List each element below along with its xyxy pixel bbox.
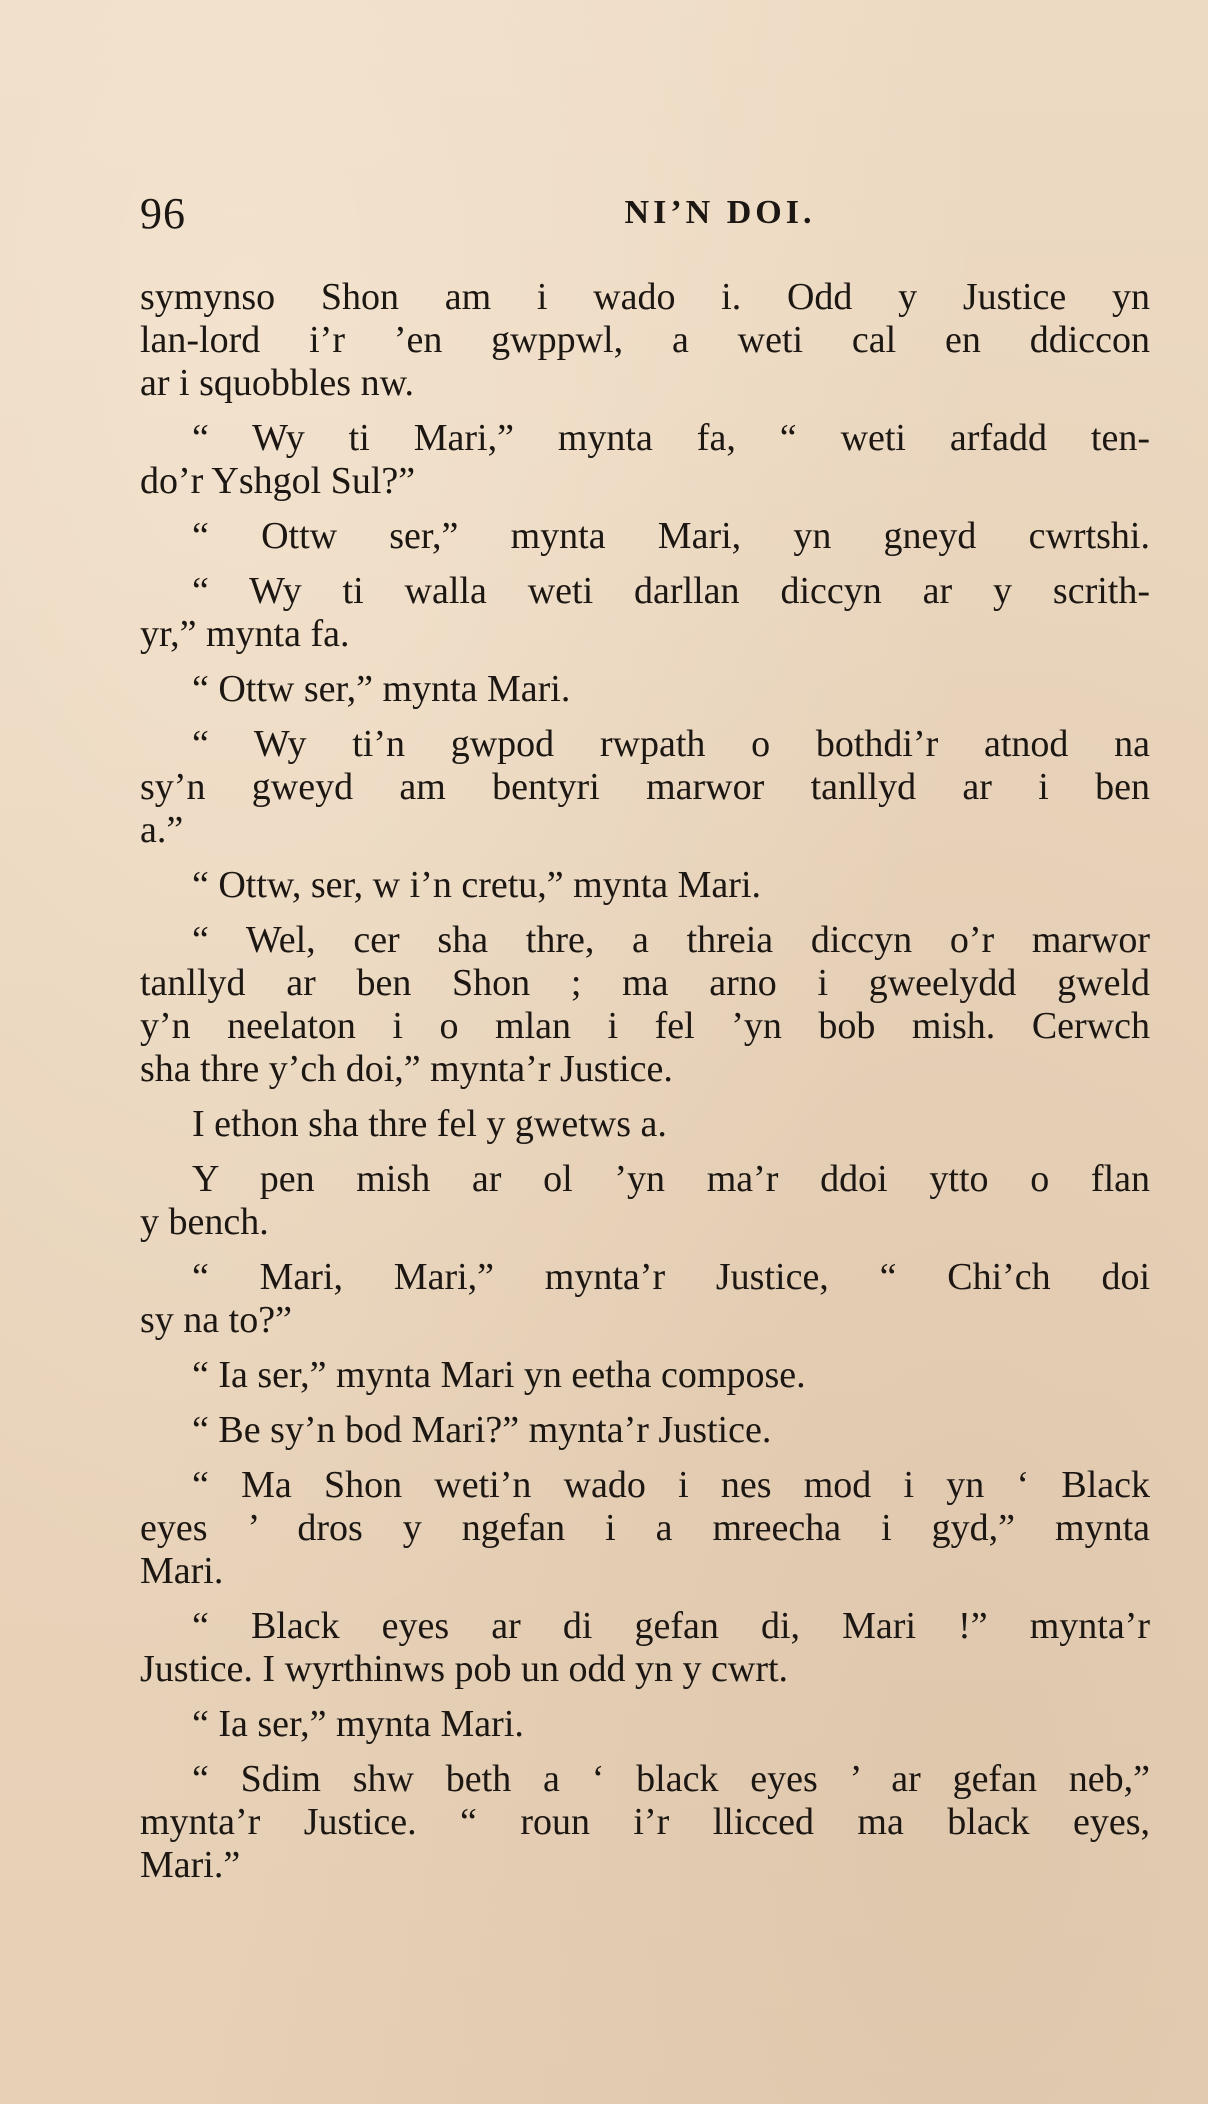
text-line: “ Ottw, ser, w i’n cretu,” mynta Mari. bbox=[192, 864, 761, 906]
text-line: sy na to?” bbox=[140, 1299, 292, 1341]
text-line: eyes ’ dros y ngefan i a mreecha i gyd,” mynta bbox=[140, 1507, 1150, 1549]
text-line: ar i squobbles nw. bbox=[140, 362, 415, 404]
text-line: “ Wel, cer sha thre, a threia diccyn o’r marwor bbox=[192, 919, 1150, 961]
text-line: “ Ma Shon weti’n wado i nes mod i yn ‘ Black bbox=[192, 1464, 1150, 1506]
text-line: Mari.” bbox=[140, 1844, 241, 1886]
text-line: “ Wy ti’n gwpod rwpath o bothdi’r atnod na bbox=[192, 723, 1150, 765]
text-line: yr,” mynta fa. bbox=[140, 613, 350, 655]
body-text bbox=[140, 276, 1150, 1887]
text-line: I ethon sha thre fel y gwetws a. bbox=[192, 1103, 667, 1145]
text-line: “ Wy ti walla weti darllan diccyn ar y scrith- bbox=[192, 570, 1150, 612]
text-line: sha thre y’ch doi,” mynta’r Justice. bbox=[140, 1048, 673, 1090]
text-line: “ Ottw ser,” mynta Mari, yn gneyd cwrtshi. bbox=[192, 515, 1150, 557]
running-title: NI’N DOI. bbox=[624, 194, 816, 231]
text-line: do’r Yshgol Sul?” bbox=[140, 460, 416, 502]
text-line: y’n neelaton i o mlan i fel ’yn bob mish. Cerwch bbox=[140, 1005, 1150, 1047]
text-line: “ Mari, Mari,” mynta’r Justice, “ Chi’ch doi bbox=[192, 1256, 1150, 1298]
text-line: “ Ia ser,” mynta Mari yn eetha compose. bbox=[192, 1354, 806, 1396]
text-line: symynso Shon am i wado i. Odd y Justice yn bbox=[140, 276, 1150, 318]
text-line: mynta’r Justice. “ roun i’r llicced ma black eyes, bbox=[140, 1801, 1150, 1843]
text-line: “ Ottw ser,” mynta Mari. bbox=[192, 668, 571, 710]
text-line: y bench. bbox=[140, 1201, 269, 1243]
page-header bbox=[140, 188, 1150, 248]
text-line: Mari. bbox=[140, 1550, 224, 1592]
text-line: tanllyd ar ben Shon ; ma arno i gweelydd gweld bbox=[140, 962, 1150, 1004]
text-line: lan-lord i’r ’en gwppwl, a weti cal en ddiccon bbox=[140, 319, 1150, 361]
text-line: “ Ia ser,” mynta Mari. bbox=[192, 1703, 524, 1745]
text-line: a.” bbox=[140, 809, 184, 851]
page-number: 96 bbox=[140, 189, 186, 238]
text-line: “ Sdim shw beth a ‘ black eyes ’ ar gefan neb,” bbox=[192, 1758, 1150, 1800]
text-line: Y pen mish ar ol ’yn ma’r ddoi ytto o flan bbox=[192, 1158, 1150, 1200]
text-line: sy’n gweyd am bentyri marwor tanllyd ar i ben bbox=[140, 766, 1150, 808]
text-line: “ Black eyes ar di gefan di, Mari !” mynta’r bbox=[192, 1605, 1150, 1647]
text-line: Justice. I wyrthinws pob un odd yn y cwrt. bbox=[140, 1648, 789, 1690]
text-line: “ Wy ti Mari,” mynta fa, “ weti arfadd ten- bbox=[192, 417, 1150, 459]
text-line: “ Be sy’n bod Mari?” mynta’r Justice. bbox=[192, 1409, 772, 1451]
